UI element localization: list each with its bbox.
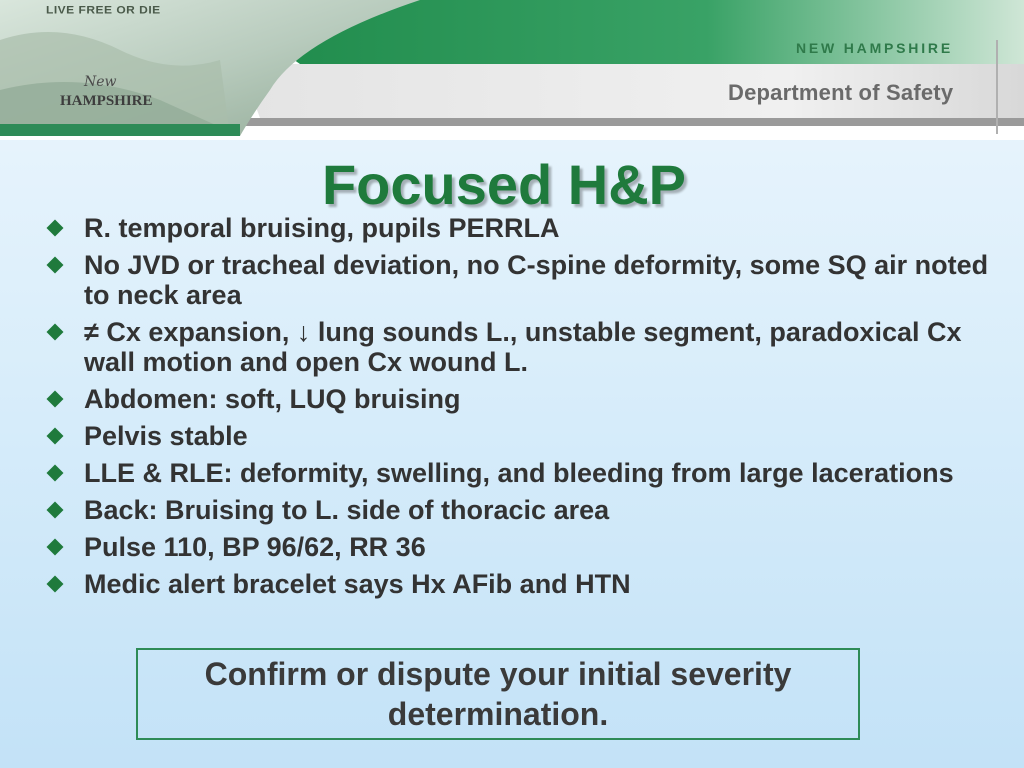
bullet-text: No JVD or tracheal deviation, no C-spine deformity, some SQ air noted to neck area — [84, 250, 989, 310]
bullet-text: Medic alert bracelet says Hx AFib and HTN — [84, 569, 631, 599]
state-motto: LIVE FREE OR DIE — [46, 3, 161, 17]
diamond-bullet-icon — [47, 324, 64, 341]
diamond-bullet-icon — [47, 257, 64, 274]
logo-script-text: New — [84, 74, 117, 90]
bullet-item — [46, 250, 1006, 310]
bullet-list — [46, 213, 1006, 606]
bullet-text: R. temporal bruising, pupils PERRLA — [84, 213, 560, 243]
bullet-text: Abdomen: soft, LUQ bruising — [84, 384, 461, 414]
bullet-item — [46, 421, 1006, 451]
header-banner-graphic — [0, 0, 1024, 140]
diamond-bullet-icon — [47, 539, 64, 556]
diamond-bullet-icon — [47, 502, 64, 519]
state-name: NEW HAMPSHIRE — [796, 40, 953, 56]
bullet-item — [46, 569, 1006, 599]
department-name: Department of Safety — [728, 80, 954, 105]
diamond-bullet-icon — [47, 428, 64, 445]
callout-box — [136, 648, 860, 740]
slide-title: Focused H&P — [321, 153, 687, 216]
bullet-item — [46, 384, 1006, 414]
state-logo-text: HAMPSHIRE — [60, 93, 153, 109]
diamond-bullet-icon — [47, 391, 64, 408]
bullet-text: LLE & RLE: deformity, swelling, and bleeding from large lacerations — [84, 458, 954, 488]
bullet-text: Pulse 110, BP 96/62, RR 36 — [84, 532, 426, 562]
diamond-bullet-icon — [47, 220, 64, 237]
diamond-bullet-icon — [47, 576, 64, 593]
diamond-bullet-icon — [47, 465, 64, 482]
bullet-item — [46, 532, 1006, 562]
bullet-text: ≠ Cx expansion, ↓ lung sounds L., unstable segment, paradoxical Cx wall motion and open Cx wound L. — [84, 317, 962, 377]
slide-header — [0, 0, 1024, 140]
bullet-item — [46, 317, 1006, 377]
callout-text: Confirm or dispute your initial severity determination. — [204, 656, 792, 732]
bullet-text: Back: Bruising to L. side of thoracic area — [84, 495, 610, 525]
bullet-item — [46, 495, 1006, 525]
bullet-text: Pelvis stable — [84, 421, 248, 451]
bullet-item — [46, 213, 1006, 243]
bullet-item — [46, 458, 1006, 488]
